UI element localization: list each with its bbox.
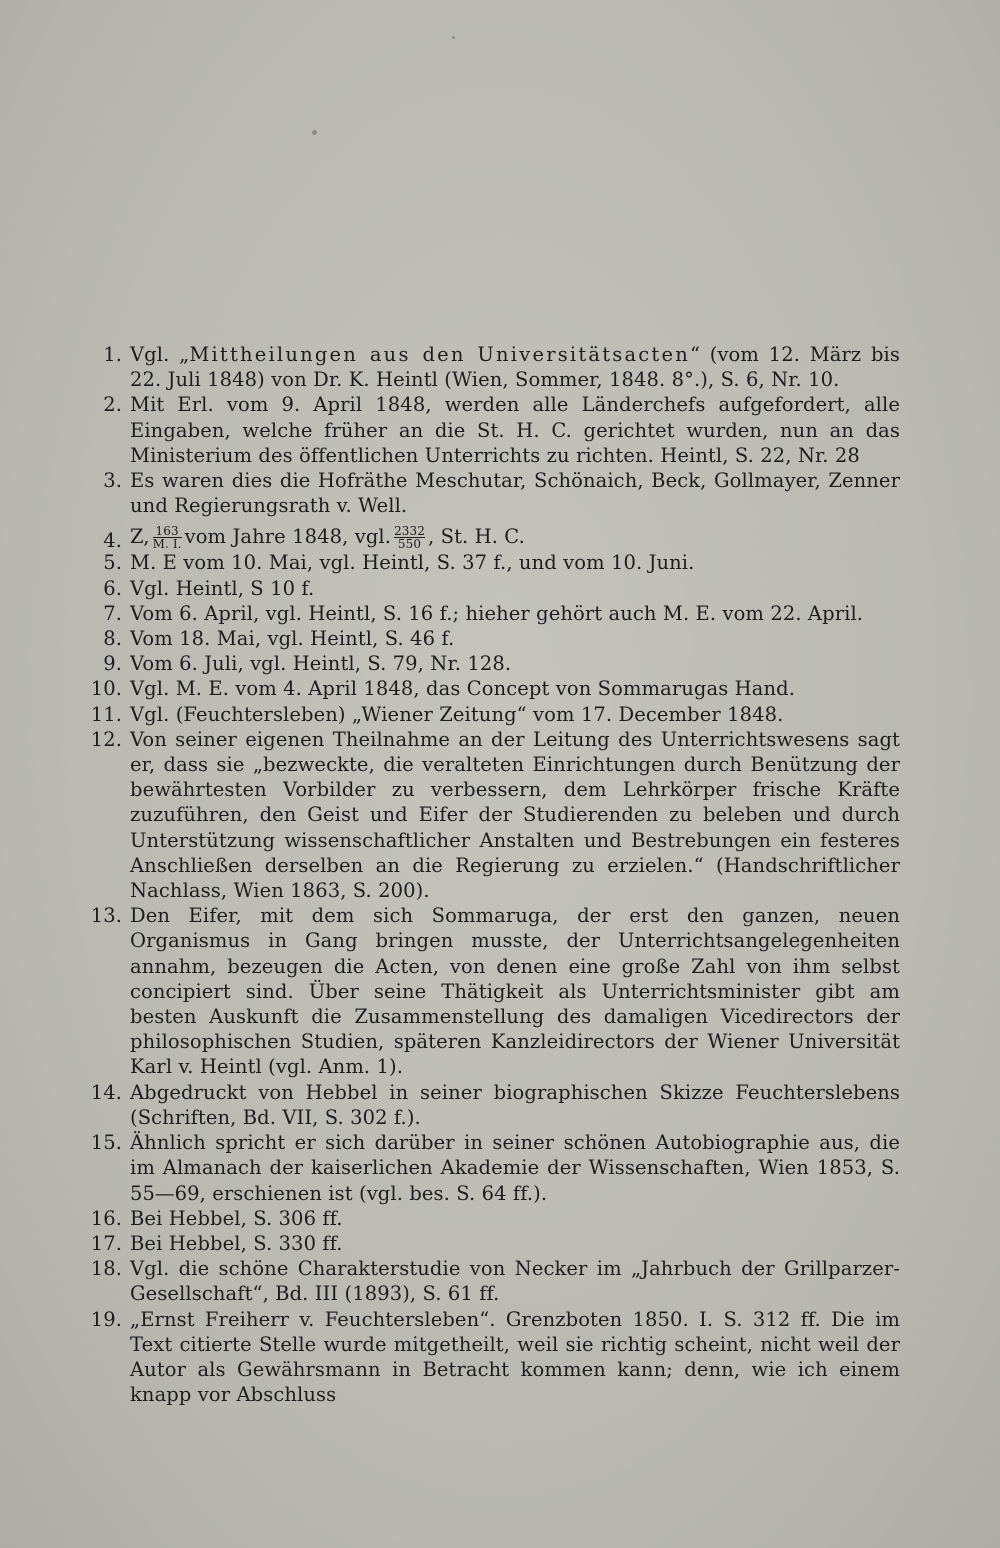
- footnote-19: [90, 1307, 900, 1408]
- footnote-18: [90, 1256, 900, 1306]
- footnote-14: [90, 1080, 900, 1130]
- footnote-number: 13.: [90, 904, 122, 928]
- footnote-number: 12.: [90, 727, 122, 751]
- footnote-number: 10.: [90, 677, 122, 701]
- footnote-number: 6.: [103, 576, 122, 600]
- footnote-text: Vom 18. Mai, vgl. Heintl, S. 46 f.: [130, 627, 455, 651]
- footnote-number: 4.: [103, 529, 122, 553]
- fraction: $\frac{163}{M. I.}$: [152, 524, 182, 552]
- spaced-title: Mittheilungen aus den Universitätsacten: [189, 343, 690, 366]
- paper-speck: [452, 36, 455, 39]
- footnote-1: [90, 342, 900, 392]
- footnote-6: [90, 576, 900, 601]
- footnote-number: 2.: [103, 393, 122, 417]
- footnote-text: Ähnlich spricht er sich darüber in seiner schönen Autobiographie aus, die im Almanach der kaiserlichen Akademie der Wissenschaften, Wien 1853, S. 55—69, erschienen ist (vgl. bes. S. 64 ff.).: [130, 1131, 900, 1205]
- footnote-number: 1.: [103, 343, 122, 366]
- footnote-8: [90, 626, 900, 651]
- footnote-text: Vgl. Heintl, S 10 f.: [130, 576, 315, 600]
- footnote-9: [90, 651, 900, 676]
- footnote-number: 9.: [103, 652, 122, 676]
- footnote-text: Vgl. „Mittheilungen aus den Universitätsacten“ (vom 12. März bis 22. Juli 1848) von Dr. K. Heintl (Wien, Sommer, 1848. 8°.), S. 6, Nr. 10.: [130, 343, 900, 392]
- fraction: $\frac{2332}{550}$: [394, 524, 426, 552]
- footnote-text: Mit Erl. vom 9. April 1848, werden alle Länderchefs aufgefordert, alle Eingaben, welche früher an die St. H. C. gerichtet wurden, nun an das Ministerium des öffentlichen Unterrichts zu richten. Heintl, S. 22, Nr. 28: [130, 393, 900, 467]
- footnotes-list: [90, 342, 900, 1407]
- footnote-text: Vom 6. April, vgl. Heintl, S. 16 f.; hieher gehört auch M. E. vom 22. April.: [130, 601, 864, 625]
- footnote-16: [90, 1206, 900, 1231]
- footnote-number: 16.: [90, 1206, 122, 1230]
- footnote-text: Vgl. M. E. vom 4. April 1848, das Concept von Sommarugas Hand.: [130, 677, 796, 701]
- footnote-number: 19.: [90, 1307, 122, 1331]
- footnote-number: 17.: [90, 1231, 122, 1255]
- footnote-10: [90, 676, 900, 701]
- footnote-text: M. E vom 10. Mai, vgl. Heintl, S. 37 f., und vom 10. Juni.: [130, 551, 695, 575]
- footnote-text: Vom 6. Juli, vgl. Heintl, S. 79, Nr. 128.: [130, 652, 512, 676]
- footnote-text: Vgl. die schöne Charakterstudie von Necker im „Jahrbuch der Grillparzer-Gesellschaft“, Bd. III (1893), S. 61 ff.: [130, 1257, 900, 1306]
- paper-speck: [312, 130, 317, 135]
- footnote-11: [90, 702, 900, 727]
- footnote-number: 5.: [103, 551, 122, 575]
- footnote-text: Abgedruckt von Hebbel in seiner biographischen Skizze Feuchterslebens (Schriften, Bd. VII, S. 302 f.).: [130, 1080, 900, 1129]
- footnote-12: [90, 727, 900, 903]
- footnote-text: Vgl. (Feuchtersleben) „Wiener Zeitung“ vom 17. December 1848.: [130, 702, 784, 726]
- footnote-number: 18.: [90, 1257, 122, 1281]
- footnote-text: Bei Hebbel, S. 330 ff.: [130, 1231, 343, 1255]
- footnote-text: Es waren dies die Hofräthe Meschutar, Schönaich, Beck, Gollmayer, Zenner und Regierungsrath v. Well.: [130, 469, 900, 518]
- footnote-13: [90, 903, 900, 1079]
- footnote-17: [90, 1231, 900, 1256]
- footnote-number: 11.: [90, 702, 122, 726]
- footnote-7: [90, 601, 900, 626]
- footnote-2: [90, 392, 900, 468]
- footnote-text: Von seiner eigenen Theilnahme an der Leitung des Unterrichtswesens sagt er, dass sie „bezweckte, die veralteten Einrichtungen durch Benützung der bewährtesten Vorbilder zu verbessern, dem Lehrkörper frische Kräfte zuzuführen, den Geist und Eifer der Studierenden zu beleben und durch Unterstützung wissenschaftlicher Anstalten und Bestrebungen ein festeres Anschließen derselben an die Regierung zu erzielen.“ (Handschriftlicher Nachlass, Wien 1863, S. 200).: [130, 727, 900, 903]
- footnote-5: [90, 550, 900, 575]
- footnote-4: [90, 518, 900, 553]
- footnote-15: [90, 1130, 900, 1206]
- footnote-text: „Ernst Freiherr v. Feuchtersleben“. Grenzboten 1850. I. S. 312 ff. Die im Text citierte Stelle wurde mitgetheilt, weil sie richtig scheint, nicht weil der Autor als Gewährsmann in Betracht kommen kann; denn, wie ich einem knapp vor Abschluss: [130, 1307, 900, 1407]
- footnote-number: 15.: [90, 1131, 122, 1155]
- footnote-number: 3.: [103, 469, 122, 493]
- footnote-number: 14.: [90, 1080, 122, 1104]
- footnote-3: [90, 468, 900, 518]
- footnote-text: Bei Hebbel, S. 306 ff.: [130, 1206, 343, 1230]
- footnote-text: Z, $\frac{163}{M. I.}$ vom Jahre 1848, vgl. $\frac{2332}{550}$ , St. H. C.: [130, 524, 525, 552]
- footnote-number: 7.: [103, 601, 122, 625]
- footnote-text: Den Eifer, mit dem sich Sommaruga, der erst den ganzen, neuen Organismus in Gang bringen musste, der Unterrichtsangelegenheiten annahm, bezeugen die Acten, von denen eine große Zahl von ihm selbst concipiert sind. Über seine Thätigkeit als Unterrichtsminister gibt am besten Auskunft die Zusammenstellung des damaligen Vicedirectors der philosophischen Studien, späteren Kanzleidirectors der Wiener Universität Karl v. Heintl (vgl. Anm. 1).: [130, 904, 900, 1079]
- footnote-number: 8.: [103, 627, 122, 651]
